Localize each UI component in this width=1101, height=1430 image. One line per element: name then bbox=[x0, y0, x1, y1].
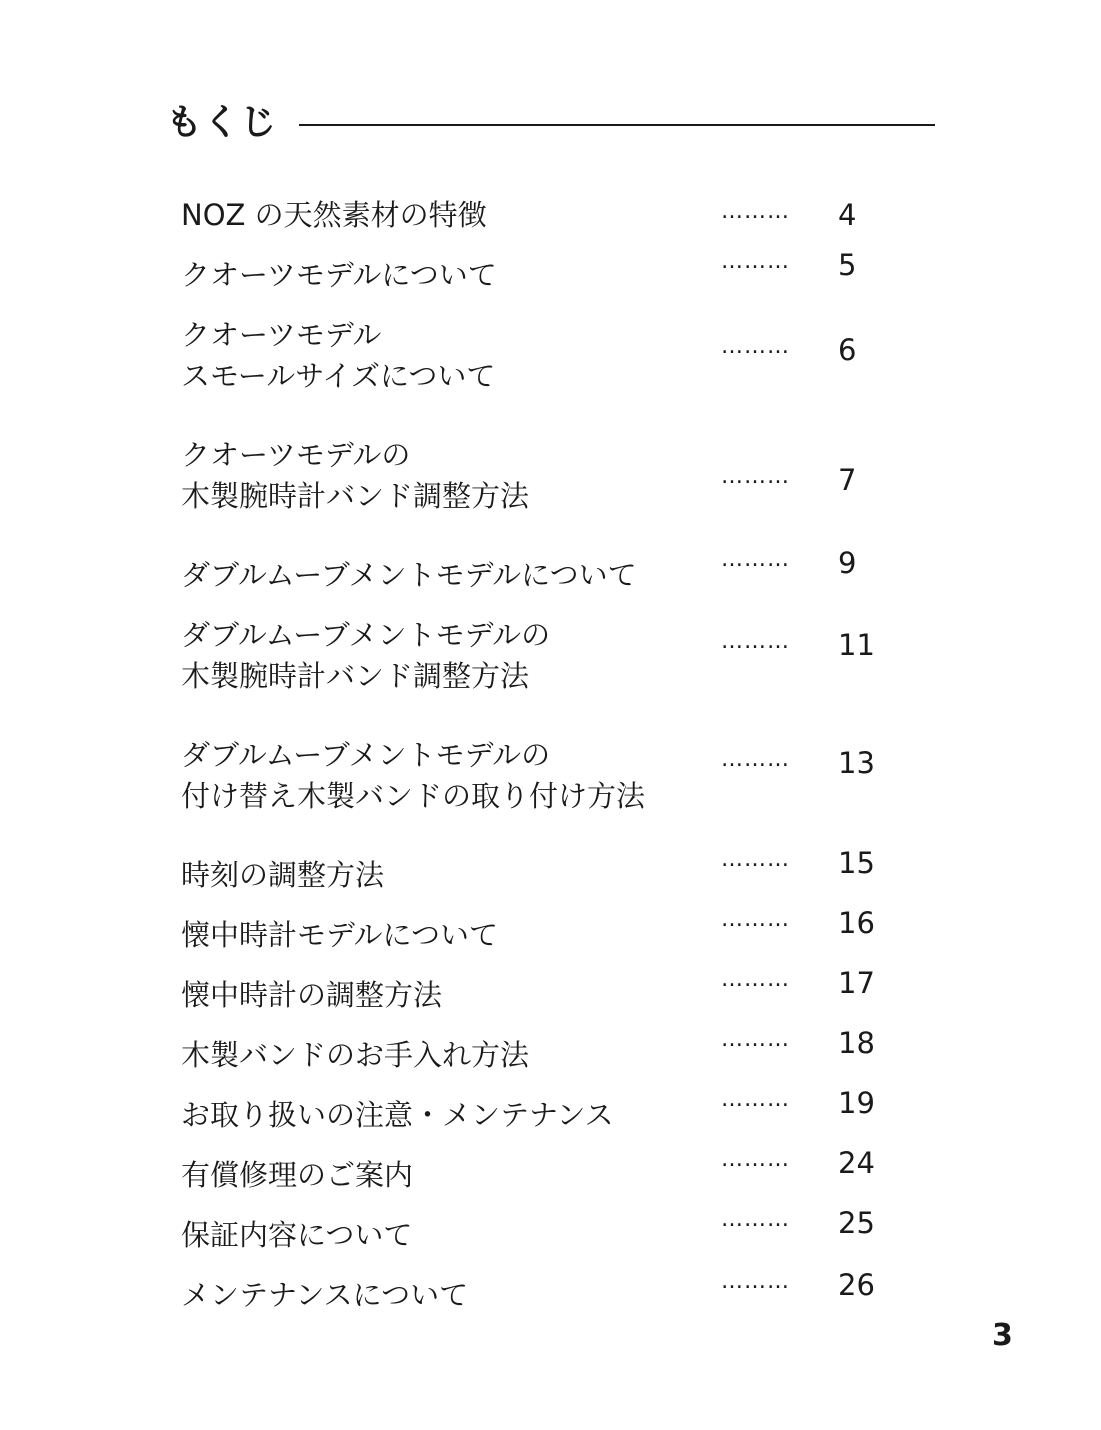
toc-leader-dots: ……… bbox=[721, 334, 790, 359]
toc-entry-title-line: メンテナンスについて bbox=[181, 1278, 469, 1312]
toc-page-number: 26 bbox=[838, 1268, 875, 1302]
toc-entry-title-line: 木製腕時計バンド調整方法 bbox=[181, 479, 530, 513]
toc-leader-dots: ……… bbox=[721, 199, 790, 224]
toc-entry-title-line: 保証内容について bbox=[181, 1218, 413, 1252]
toc-page-number: 13 bbox=[838, 746, 875, 780]
toc-entry-title-line: クオーツモデルの bbox=[181, 438, 411, 472]
toc-page-number: 19 bbox=[838, 1086, 875, 1120]
toc-leader-dots: ……… bbox=[721, 464, 790, 489]
toc-entry-title bbox=[181, 735, 645, 817]
toc-entry-title-line: NOZ の天然素材の特徴 bbox=[181, 198, 487, 232]
toc-page-number: 18 bbox=[838, 1026, 875, 1060]
toc-leader-dots: ……… bbox=[721, 249, 790, 274]
toc-entry-title-line: ダブルムーブメントモデルの bbox=[181, 738, 551, 772]
toc-entry-title bbox=[181, 1035, 529, 1076]
toc-leader-dots: ……… bbox=[721, 1087, 790, 1112]
page-title: もくじ bbox=[166, 102, 278, 143]
toc-entry-title bbox=[181, 1215, 412, 1256]
toc-entry-title-line: 有償修理のご案内 bbox=[181, 1158, 414, 1192]
toc-entry-title bbox=[181, 315, 495, 397]
toc-entry-title bbox=[181, 555, 637, 596]
toc-leader-dots: ……… bbox=[721, 547, 790, 572]
toc-entry-title-line: 懐中時計の調整方法 bbox=[181, 978, 443, 1012]
toc-entry-title bbox=[181, 255, 497, 296]
toc-entry-title-line: クオーツモデル bbox=[181, 318, 382, 352]
toc-page-number: 5 bbox=[838, 248, 857, 282]
page-number: 3 bbox=[992, 1318, 1013, 1353]
toc-entry-title-line: 木製バンドのお手入れ方法 bbox=[181, 1038, 530, 1072]
toc-entry-title bbox=[181, 855, 384, 896]
toc-page-number: 16 bbox=[838, 906, 875, 940]
toc-leader-dots: ……… bbox=[721, 1027, 790, 1052]
toc-page-number: 6 bbox=[838, 333, 857, 367]
toc-leader-dots: ……… bbox=[721, 629, 790, 654]
toc-entry-title-line: 時刻の調整方法 bbox=[181, 858, 385, 892]
toc-entry-title-line: 付け替え木製バンドの取り付け方法 bbox=[181, 779, 646, 813]
toc-page-number: 24 bbox=[838, 1146, 875, 1180]
toc-page-number: 7 bbox=[838, 463, 857, 497]
toc-leader-dots: ……… bbox=[721, 747, 790, 772]
toc-entry-title-line: ダブルムーブメントモデルの bbox=[181, 618, 551, 652]
toc-entry-title bbox=[181, 435, 529, 517]
toc-entry-title bbox=[181, 975, 442, 1016]
toc-page-number: 17 bbox=[838, 966, 875, 1000]
title-rule bbox=[299, 124, 935, 126]
toc-entry-title-line: クオーツモデルについて bbox=[181, 258, 497, 292]
toc-entry-title bbox=[181, 915, 498, 956]
toc-entry-title bbox=[181, 195, 487, 236]
toc-entry-title-line: 懐中時計モデルについて bbox=[181, 918, 498, 952]
toc-leader-dots: ……… bbox=[721, 1147, 790, 1172]
toc-entry-title bbox=[181, 1095, 614, 1136]
toc-leader-dots: ……… bbox=[721, 847, 790, 872]
toc-page-number: 9 bbox=[838, 546, 857, 580]
toc-entry-title bbox=[181, 615, 550, 697]
toc-entry-title-line: スモールサイズについて bbox=[181, 359, 496, 393]
toc-entry-title bbox=[181, 1275, 468, 1316]
toc-entry-title bbox=[181, 1155, 413, 1196]
toc-entry-title-line: ダブルムーブメントモデルについて bbox=[181, 558, 637, 592]
toc-page-number: 25 bbox=[838, 1206, 875, 1240]
toc-page-number: 11 bbox=[838, 628, 875, 662]
toc-page-number: 4 bbox=[838, 198, 857, 232]
toc-entry-title-line: お取り扱いの注意・メンテナンス bbox=[181, 1098, 614, 1132]
toc-leader-dots: ……… bbox=[721, 967, 790, 992]
toc-entry-title-line: 木製腕時計バンド調整方法 bbox=[181, 659, 530, 693]
toc-page-number: 15 bbox=[838, 846, 875, 880]
toc-leader-dots: ……… bbox=[721, 1269, 790, 1294]
toc-leader-dots: ……… bbox=[721, 907, 790, 932]
toc-leader-dots: ……… bbox=[721, 1207, 790, 1232]
